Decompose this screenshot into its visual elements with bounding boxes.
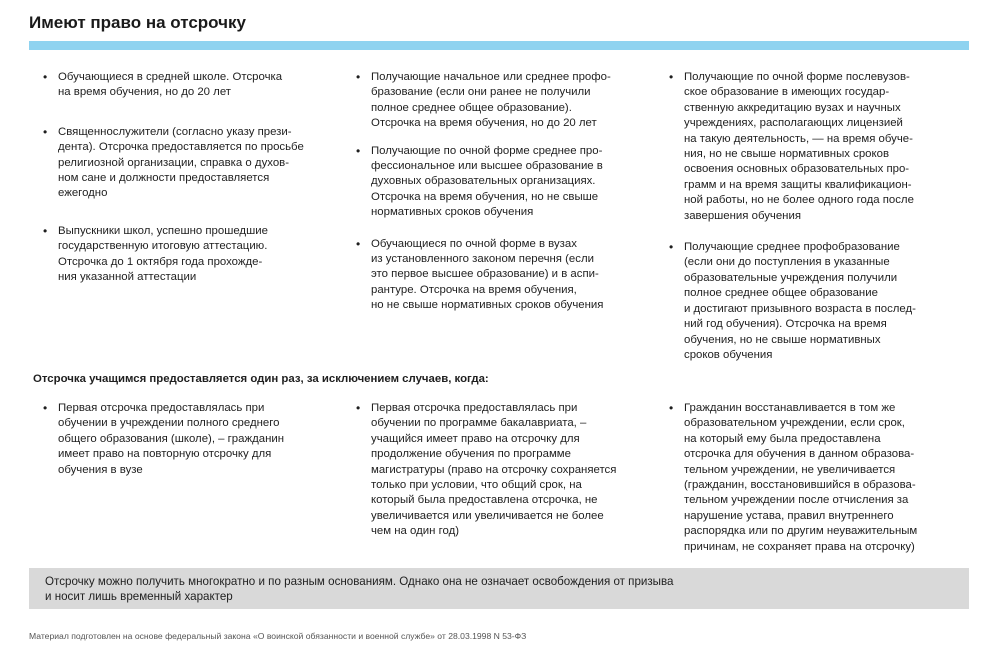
list-item xyxy=(43,401,336,478)
list-item xyxy=(43,70,336,101)
list-item-text: Обучающиеся по очной форме в вузах из установленного законом перечня (если это первое высшее образование) и в аспи- рантуре. Отсрочка на время обучения, но не свыше нормативных сроков обучения xyxy=(371,237,604,312)
list-item-text: Первая отсрочка предоставлялась при обучении в учреждении полного среднего общего образования (школе), – гражданин имеет право на повторную отсрочку для обучения в вузе xyxy=(58,402,285,476)
list-item-text: Гражданин восстанавливается в том же образовательном учреждении, если срок, на который ему была предоставлена отсрочка для обучения в данном образова- тельном учреждении, не увеличивается (гражданин, восстановившийся в образова- тельном учреждении после отчисления за нарушение устава, правил внутреннего распорядка или по другим неуважительным причинам, не сохраняет права на отсрочку) xyxy=(684,402,918,553)
list-item xyxy=(669,240,963,363)
list-item-text: Получающие по очной форме послевузов- ское образование в имеющих государ- ственную аккредитацию вузах и научных учреждениях, располагающих лицензией на такую деятельность, — на время обуче- ния, но не свыше нормативных сроков освоения основных образовательных про- грамм и на время защиты квалификацион- ной работы, но не более одного года после завершения обучения xyxy=(684,71,914,222)
bullet-icon: • xyxy=(669,401,674,415)
list-item-text: Первая отсрочка предоставлялась при обучении по программе бакалавриата, – учащийся имеет право на отсрочку для продолжение обучения по программе магистратуры (право на отсрочку сохраняется только при условии, что общий срок, на который была предоставлена отсрочка, не увеличивается или увеличивается не более чем на один год) xyxy=(371,402,617,538)
bullet-icon: • xyxy=(669,240,674,255)
list-item xyxy=(356,70,649,132)
list-item-text: Выпускники школ, успешно прошедшие государственную итоговую аттестацию. Отсрочка до 1 октября года прохожде- ния указанной аттестации xyxy=(58,224,268,284)
bullet-icon: • xyxy=(356,143,361,158)
list-item xyxy=(356,144,649,221)
list-item-text: Получающие начальное или среднее профо- бразование (если они ранее не получили полное среднее общее образование). Отсрочка на время обучения, но до 20 лет xyxy=(371,71,611,130)
list-item xyxy=(356,401,649,540)
bullet-icon: • xyxy=(356,236,361,251)
bullet-icon: • xyxy=(43,223,48,238)
page-title: Имеют право на отсрочку xyxy=(29,13,246,32)
bullet-icon: • xyxy=(669,70,674,84)
eligibility-column-1 xyxy=(29,70,342,379)
list-item xyxy=(43,224,336,286)
exceptions-column-2 xyxy=(342,401,655,571)
list-item xyxy=(43,125,336,202)
bullet-icon: • xyxy=(356,70,361,84)
eligibility-grid xyxy=(29,70,969,379)
footer-source-note: Материал подготовлен на основе федеральный закона «О воинской обязанности и военной службе» от 28.03.1998 N 53-ФЗ xyxy=(29,631,527,641)
bullet-icon: • xyxy=(356,401,361,415)
bullet-icon: • xyxy=(43,401,48,415)
list-item-text: Священнослужители (согласно указу прези- дента). Отсрочка предоставляется по просьбе религиозной организации, справка о духов- ном сане и должности предоставляется ежегодно xyxy=(58,125,304,200)
list-item-text: Получающие среднее профобразование (если они до поступления в указанные образовательные учреждения получили полное среднее общее образование и достигают призывного возраста в послед- ний год обучения). Отсрочка на время обучения, но не свыше нормативных сроков обучения xyxy=(684,241,916,361)
exceptions-column-3 xyxy=(655,401,969,571)
bullet-icon: • xyxy=(43,124,48,139)
eligibility-column-2 xyxy=(342,70,655,379)
list-item xyxy=(356,237,649,314)
accent-bar xyxy=(29,41,969,50)
info-box: Отсрочку можно получить многократно и по разным основаниям. Однако она не означает освобождения от призыва и носит лишь временный характер xyxy=(29,568,969,609)
exceptions-grid xyxy=(29,401,969,571)
exceptions-column-1 xyxy=(29,401,342,571)
list-item xyxy=(669,70,963,224)
list-item xyxy=(669,401,963,555)
list-item-text: Получающие по очной форме среднее про- фессиональное или высшее образование в духовных образовательных организациях. Отсрочка на время обучения, но не свыше нормативных сроков обучения xyxy=(371,144,603,219)
eligibility-column-3 xyxy=(655,70,969,379)
exceptions-heading: Отсрочка учащимся предоставляется один раз, за исключением случаев, когда: xyxy=(33,373,489,385)
bullet-icon: • xyxy=(43,70,48,84)
list-item-text: Обучающиеся в средней школе. Отсрочка на время обучения, но до 20 лет xyxy=(58,71,283,99)
